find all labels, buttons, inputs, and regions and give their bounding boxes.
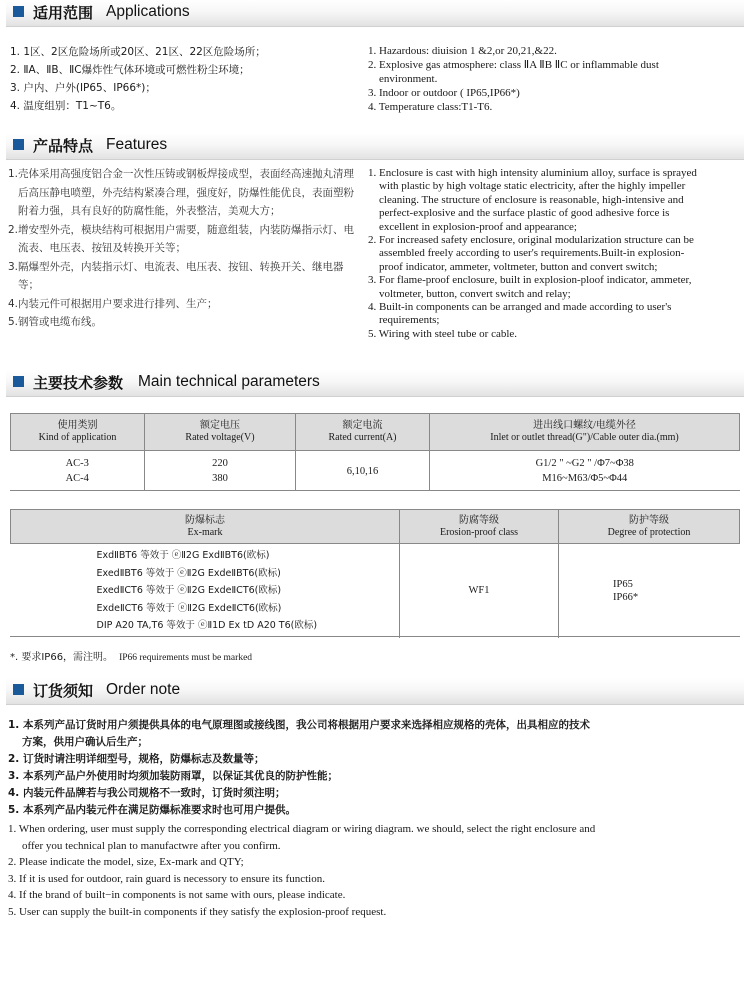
ip66-note bbox=[10, 648, 252, 663]
kind-value: AC-3 bbox=[65, 458, 89, 470]
section-bullet-icon bbox=[13, 376, 24, 387]
header-en: Kind of application bbox=[38, 432, 117, 444]
table-cell: WF1 bbox=[400, 544, 559, 638]
section-bullet-icon bbox=[13, 6, 24, 17]
header-zh: 额定电压 bbox=[200, 420, 240, 432]
protection-value: IP65 bbox=[613, 578, 633, 590]
table-cell bbox=[145, 451, 296, 491]
table-header-row bbox=[11, 414, 740, 451]
header-zh: 防腐等级 bbox=[459, 514, 499, 526]
ex-mark-table bbox=[10, 509, 740, 638]
list-item: 4. 温度组别：T1~T6。 bbox=[10, 100, 122, 112]
section-header-order bbox=[6, 678, 744, 705]
header-zh: 进出线口螺纹/电缆外径 bbox=[533, 420, 636, 432]
header-en: Degree of protection bbox=[607, 526, 691, 538]
list-item: 2.增安型外壳，模块结构可根据用户需要，随意组装，内装防爆指示灯、电流表、电压表、按钮及转换开关等； bbox=[8, 223, 355, 254]
table-cell bbox=[430, 451, 740, 491]
list-item: 3. Indoor or outdoor ( IP65,IP66*) bbox=[368, 87, 520, 99]
header-zh: 使用类别 bbox=[57, 420, 98, 432]
list-item: 2. Please indicate the model, size, Ex-mark and QTY; bbox=[8, 856, 244, 868]
table-header-cell bbox=[296, 414, 430, 451]
section-title-zh: 主要技术参数 bbox=[33, 374, 124, 392]
list-item: 方案，供用户确认后生产； bbox=[22, 736, 148, 748]
table-cell bbox=[11, 544, 400, 638]
ex-mark-line: ExedⅡCT6 等效于 ⓔⅡ2G ExdeⅡCT6(欧标) bbox=[96, 585, 282, 596]
table-divider bbox=[10, 490, 740, 491]
list-item: 4. Built-in components can be arranged and made according to user's requirements; bbox=[368, 301, 672, 327]
list-item: 3. For flame-proof enclosure, built in explosion-ploof indicator, ammeter, voltmeter, button, convert switch and relay; bbox=[368, 274, 692, 300]
table-cell: 6,10,16 bbox=[296, 451, 430, 491]
applications-en-list bbox=[368, 44, 708, 114]
list-item: 1. 1区、2区危险场所或20区、21区、22区危险场所； bbox=[10, 46, 266, 58]
voltage-value: 220 bbox=[212, 458, 228, 470]
list-item: 5.钢管或电缆布线。 bbox=[8, 316, 103, 328]
list-item: 2. For increased safety enclosure, original modularization structure can be assembled freely according to user's requirements.Built-in explosion-proof indicator, ammeter, voltmeter, button and convert switch; bbox=[368, 234, 694, 273]
list-item: 1. 本系列产品订货时用户须提供具体的电气原理图或接线图，我公司将根据用户要求来选择相应规格的壳体，出具相应的技术 bbox=[8, 719, 590, 731]
table-header-cell bbox=[400, 510, 559, 544]
ex-mark-line: ExedⅡBT6 等效于 ⓔⅡ2G ExdeⅡBT6(欧标) bbox=[96, 567, 281, 579]
list-item: 1. Hazardous: diuision 1 &2,or 20,21,&22. bbox=[368, 45, 557, 57]
section-header-params bbox=[6, 370, 744, 397]
section-title-zh: 订货须知 bbox=[33, 682, 94, 700]
features-en-list bbox=[368, 167, 703, 341]
table-header-cell bbox=[145, 414, 296, 451]
note-en: IP66 requirements must be marked bbox=[119, 653, 253, 663]
table-header-cell bbox=[11, 510, 400, 544]
ex-mark-line: DIP A20 TA,T6 等效于 ⓔⅡ1D Ex tD A20 T6(欧标) bbox=[96, 620, 318, 631]
header-en: Inlet or outlet thread(G")/Cable outer dia.(mm) bbox=[490, 432, 679, 444]
section-title-en: Features bbox=[106, 136, 168, 153]
section-bullet-icon bbox=[13, 684, 24, 695]
list-item: 4. 内装元件品牌若与我公司规格不一致时，订货时须注明； bbox=[8, 787, 286, 799]
list-item: offer you technical plan to manufactwre after you confirm. bbox=[22, 839, 281, 852]
section-bullet-icon bbox=[13, 139, 24, 150]
section-title-en: Order note bbox=[106, 681, 181, 698]
header-en: Erosion-proof class bbox=[439, 526, 519, 538]
list-item: 5. User can supply the built-in components if they satisfy the explosion-proof request. bbox=[8, 905, 387, 918]
list-item: 1. When ordering, user must supply the corresponding electrical diagram or wiring diagram. we should, select the right enclosure and bbox=[8, 823, 596, 835]
list-item: 4. Temperature class:T1-T6. bbox=[368, 101, 493, 113]
features-zh-list bbox=[8, 165, 358, 332]
header-zh: 额定电流 bbox=[342, 420, 383, 432]
table-cell bbox=[11, 451, 145, 491]
kind-value: AC-4 bbox=[65, 473, 89, 485]
header-zh: 防爆标志 bbox=[185, 514, 225, 526]
list-item: 3.隔爆型外壳，内装指示灯、电流表、电压表、按钮、转换开关、继电器等； bbox=[8, 260, 344, 291]
table-header-cell bbox=[559, 510, 740, 544]
ex-mark-line: ExdeⅡCT6 等效于 ⓔⅡ2G ExdeⅡCT6(欧标) bbox=[96, 602, 282, 614]
table-header-row bbox=[11, 510, 740, 544]
table-row bbox=[11, 451, 740, 491]
thread-value: G1/2 " ~G2 " /Φ7~Φ38 bbox=[535, 458, 634, 470]
table-header-cell bbox=[11, 414, 145, 451]
list-item: 3. 本系列产品户外使用时均须加装防雨罩，以保证其优良的防护性能； bbox=[8, 770, 338, 782]
header-en: Rated current(A) bbox=[328, 432, 397, 444]
section-title-zh: 适用范围 bbox=[33, 4, 94, 22]
list-item: 1. Enclosure is cast with high intensity aluminium alloy, surface is sprayed with plastic by high voltage static electricity, after the highly impeller cleaning. The structure of enclosure is reasonable, high-intensive and perfect-explosive and the surface plastic of good adhesive force is excellent in explosion-proof and appearance; bbox=[368, 167, 697, 233]
list-item: 3. 户内、户外(IP65、IP66*)； bbox=[10, 82, 156, 94]
list-item: 2. Explosive gas atmosphere: class ⅡA ⅡB ⅡC or inflammable dust environment. bbox=[368, 59, 659, 85]
rated-params-table bbox=[10, 413, 740, 491]
order-en-list bbox=[8, 821, 738, 920]
list-item: 5. 本系列产品内装元件在满足防爆标准要求时也可用户提供。 bbox=[8, 804, 296, 816]
list-item: 4.内装元件可根据用户要求进行排列、生产； bbox=[8, 297, 218, 310]
section-header-features bbox=[6, 133, 744, 160]
protection-value: IP66* bbox=[613, 591, 639, 603]
header-zh: 防护等级 bbox=[629, 514, 669, 526]
list-item: 2. ⅡA、ⅡB、ⅡC爆炸性气体环境或可燃性粉尘环境； bbox=[10, 64, 250, 76]
list-item: 5. Wiring with steel tube or cable. bbox=[368, 327, 518, 340]
table-header-cell bbox=[430, 414, 740, 451]
list-item: 2. 订货时请注明详细型号，规格，防爆标志及数量等； bbox=[8, 753, 265, 765]
voltage-value: 380 bbox=[212, 473, 228, 485]
section-title-zh: 产品特点 bbox=[33, 137, 94, 155]
thread-value: M16~M63/Φ5~Φ44 bbox=[542, 473, 628, 485]
applications-zh-list bbox=[10, 43, 360, 115]
order-zh-list bbox=[8, 717, 728, 819]
table-cell bbox=[559, 544, 740, 638]
note-zh: *. 要求IP66，需注明。 bbox=[10, 652, 114, 663]
list-item: 3. If it is used for outdoor, rain guard is necessory to ensure its function. bbox=[8, 872, 325, 885]
list-item: 1.壳体采用高强度铝合金一次性压铸或钢板焊接成型，表面经高速抛丸清理后高压静电喷塑，外壳结构紧凑合理，强度好，防爆性能优良，表面塑粉附着力强，具有良好的防腐性能，外表整洁，美观大方； bbox=[8, 168, 355, 217]
section-header-applications bbox=[6, 0, 744, 27]
section-title-en: Main technical parameters bbox=[138, 373, 320, 390]
header-en: Ex-mark bbox=[187, 526, 223, 538]
list-item: 4. If the brand of built−in components is not same with ours, please indicate. bbox=[8, 889, 346, 901]
section-title-en: Applications bbox=[106, 3, 190, 20]
table-divider bbox=[10, 636, 740, 637]
table-row bbox=[11, 544, 740, 638]
header-en: Rated voltage(V) bbox=[185, 432, 255, 444]
ex-mark-line: ExdⅡBT6 等效于 ⓔⅡ2G ExdⅡBT6(欧标) bbox=[96, 550, 270, 561]
